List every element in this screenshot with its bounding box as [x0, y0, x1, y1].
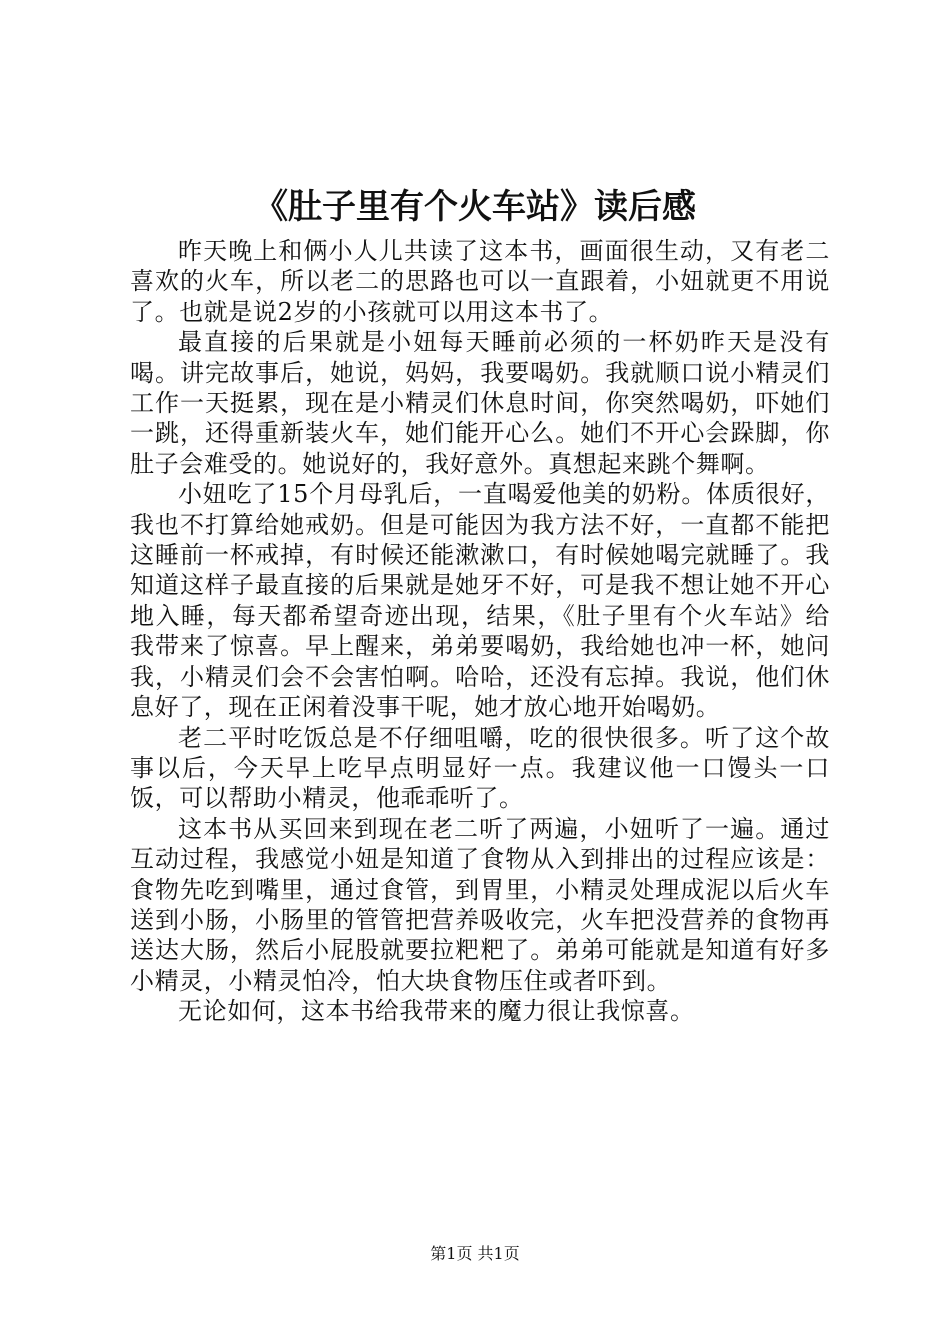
page-footer: 第1页 共1页 — [430, 1244, 520, 1263]
document-body — [130, 236, 830, 1027]
paragraph-1: 昨天晚上和俩小人儿共读了这本书，画面很生动，又有老二喜欢的火车，所以老二的思路也可以一直跟着，小妞就更不用说了。也就是说2岁的小孩就可以用这本书了。 — [130, 237, 830, 326]
paragraph-6: 无论如何，这本书给我带来的魔力很让我惊喜。 — [178, 997, 695, 1026]
document-title: 《肚子里有个火车站》读后感 — [254, 187, 696, 227]
paragraph-4: 老二平时吃饭总是不仔细咀嚼，吃的很快很多。听了这个故事以后，今天早上吃早点明显好一点。我建议他一口馒头一口饭，可以帮助小精灵，他乖乖听了。 — [130, 723, 830, 813]
paragraph-5: 这本书从买回来到现在老二听了两遍，小妞听了一遍。通过互动过程，我感觉小妞是知道了食物从入到排出的过程应该是：食物先吃到嘴里，通过食管，到胃里，小精灵处理成泥以后火车送到小肠，小肠里的管管把营养吸收完，火车把没营养的食物再送达大肠，然后小屁股就要拉粑粑了。弟弟可能就是知道有好多小精灵，小精灵怕冷，怕大块食物压住或者吓到。 — [130, 814, 830, 995]
paragraph-3: 小妞吃了15个月母乳后，一直喝爱他美的奶粉。体质很好，我也不打算给她戒奶。但是可能因为我方法不好，一直都不能把这睡前一杯戒掉，有时候还能漱漱口，有时候她喝完就睡了。我知道这样子最直接的后果就是她牙不好，可是我不想让她不开心地入睡，每天都希望奇迹出现，结果，《肚子里有个火车站》给我带来了惊喜。早上醒来，弟弟要喝奶，我给她也冲一杯，她问我，小精灵们会不会害怕啊。哈哈，还没有忘掉。我说，他们休息好了，现在正闲着没事干呢，她才放心地开始喝奶。 — [130, 480, 830, 722]
paragraph-2: 最直接的后果就是小妞每天睡前必须的一杯奶昨天是没有喝。讲完故事后，她说，妈妈，我要喝奶。我就顺口说小精灵们工作一天挺累，现在是小精灵们休息时间，你突然喝奶，吓她们一跳，还得重新装火车，她们能开心么。她们不开心会跺脚，你肚子会难受的。她说好的，我好意外。真想起来跳个舞啊。 — [130, 328, 830, 478]
